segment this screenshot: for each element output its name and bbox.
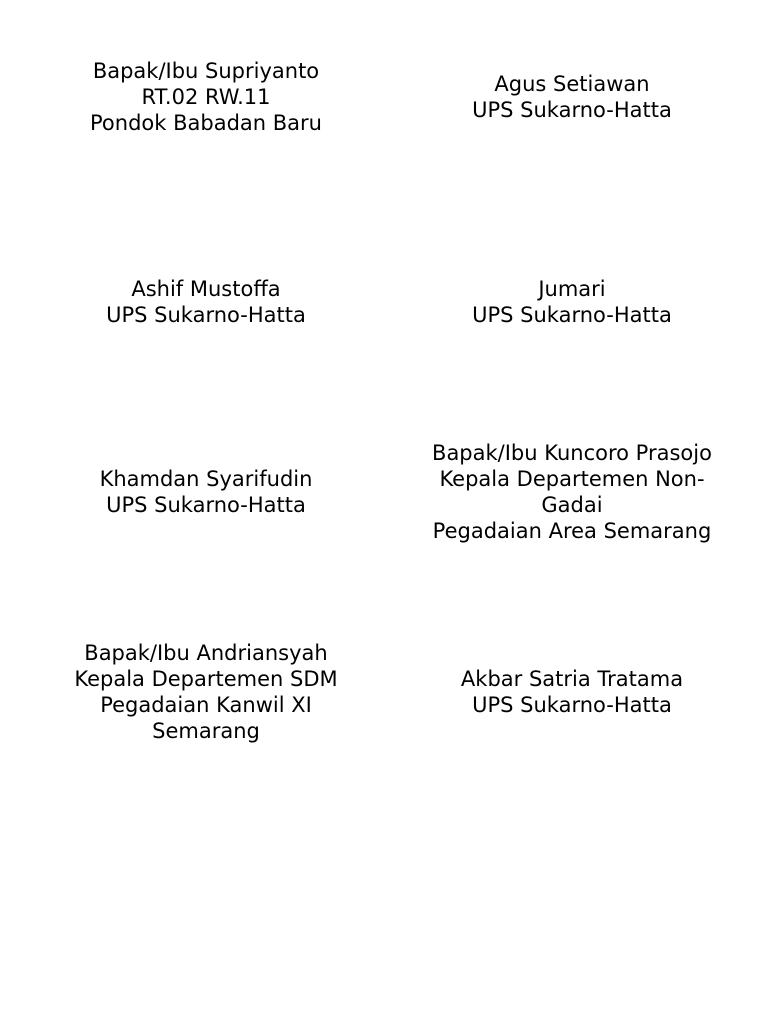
label-line: RT.02 RW.11 [141, 85, 271, 109]
address-label-jumari [392, 207, 752, 397]
label-line: Bapak/Ibu Kuncoro Prasojo [432, 441, 712, 465]
label-line: Bapak/Ibu Supriyanto [92, 59, 320, 83]
address-label-akbar-satria-tratama [392, 597, 752, 787]
label-line: Pegadaian Area Semarang [432, 519, 712, 543]
label-line: Ashif Mustoffa [131, 277, 281, 301]
label-line: Kepala Departemen Non- [439, 467, 705, 491]
address-label-andriansyah [30, 597, 382, 787]
label-line: Bapak/Ibu Andriansyah [84, 641, 328, 665]
label-line: Pondok Babadan Baru [90, 111, 322, 135]
label-line: UPS Sukarno-Hatta [472, 98, 672, 122]
label-line: Khamdan Syarifudin [99, 467, 313, 491]
label-line: Agus Setiawan [494, 72, 650, 96]
label-line: UPS Sukarno-Hatta [472, 693, 672, 717]
label-line: UPS Sukarno-Hatta [106, 493, 306, 517]
label-line: Kepala Departemen SDM [74, 667, 338, 691]
label-line: UPS Sukarno-Hatta [106, 303, 306, 327]
address-label-agus-setiawan [392, 2, 752, 192]
label-line: Akbar Satria Tratama [460, 667, 684, 691]
label-line: Semarang [152, 719, 260, 743]
address-label-kuncoro-prasojo [392, 397, 752, 587]
address-label-khamdan-syarifudin [30, 397, 382, 587]
address-label-supriyanto [30, 2, 382, 192]
label-line: Pegadaian Kanwil XI [100, 693, 312, 717]
address-label-ashif-mustoffa [30, 207, 382, 397]
label-line: Jumari [538, 277, 606, 301]
label-line: UPS Sukarno-Hatta [472, 303, 672, 327]
label-line: Gadai [541, 493, 603, 517]
